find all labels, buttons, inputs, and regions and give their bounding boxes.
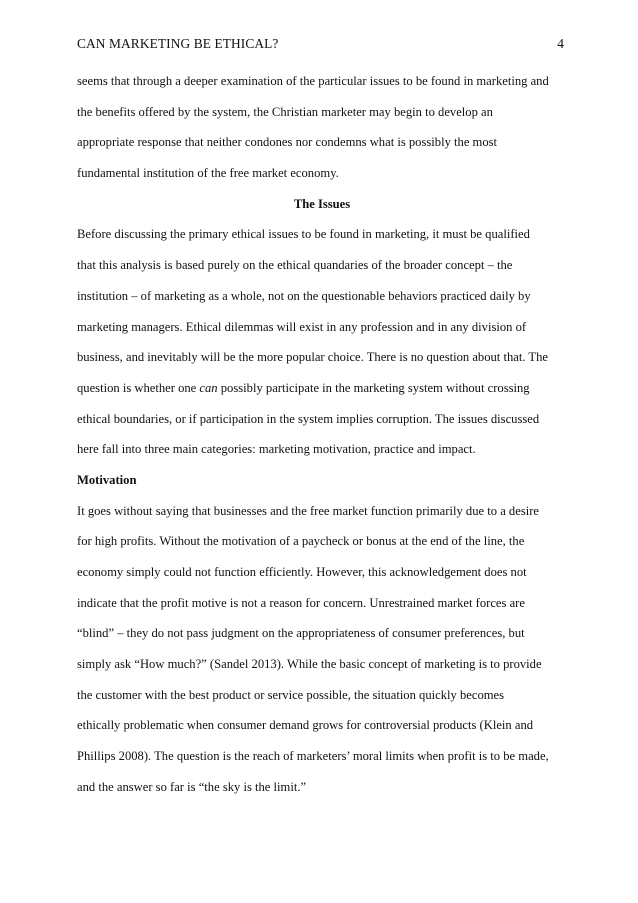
text-line: business, and inevitably will be the more popular choice. There is no question about that. The [77, 350, 548, 365]
section-heading-motivation: Motivation [77, 472, 137, 487]
running-head: CAN MARKETING BE ETHICAL? [77, 36, 279, 51]
text-line: appropriate response that neither condones nor condemns what is possibly the most [77, 135, 498, 150]
text-line: here fall into three main categories: marketing motivation, practice and impact. [77, 442, 476, 457]
emphasis-text: can [199, 380, 218, 395]
text-line: for high profits. Without the motivation of a paycheck or bonus at the end of the line, the [77, 534, 525, 549]
document-body [77, 73, 567, 810]
text-line: It goes without saying that businesses and the free market function primarily due to a desire [77, 503, 539, 518]
text-line: the benefits offered by the system, the Christian marketer may begin to develop an [77, 104, 493, 119]
text-line: fundamental institution of the free market economy. [77, 166, 339, 181]
text-line: indicate that the profit motive is not a reason for concern. Unrestrained market forces are [77, 595, 525, 610]
page-header [77, 36, 564, 54]
text-line: seems that through a deeper examination of the particular issues to be found in marketing and [77, 74, 549, 88]
text-line: “blind” – they do not pass judgment on the appropriateness of consumer preferences, but [77, 626, 525, 641]
text-segment: possibly participate in the marketing system without crossing [217, 380, 530, 395]
text-line: simply ask “How much?” (Sandel 2013). While the basic concept of marketing is to provide [77, 657, 542, 672]
text-line: ethical boundaries, or if participation in the system implies corruption. The issues discussed [77, 411, 540, 426]
text-line: marketing managers. Ethical dilemmas will exist in any profession and in any division of [77, 319, 527, 334]
text-line: and the answer so far is “the sky is the limit.” [77, 779, 307, 794]
page-number: 4 [557, 36, 564, 51]
section-heading-issues: The Issues [293, 196, 351, 211]
text-line: that this analysis is based purely on the ethical quandaries of the broader concept – the [77, 258, 513, 273]
text-line [77, 380, 567, 411]
text-line: Phillips 2008). The question is the reach of marketers’ moral limits when profit is to be made, [77, 749, 549, 764]
text-line: ethically problematic when consumer demand grows for controversial products (Klein and [77, 718, 534, 733]
text-line: Before discussing the primary ethical issues to be found in marketing, it must be qualified [77, 227, 530, 242]
text-line: the customer with the best product or service possible, the situation quickly becomes [77, 687, 505, 702]
text-segment: question is whether one [77, 380, 200, 395]
text-line: economy simply could not function efficiently. However, this acknowledgement does not [77, 565, 527, 579]
text-line: institution – of marketing as a whole, not on the questionable behaviors practiced daily by [77, 288, 531, 303]
